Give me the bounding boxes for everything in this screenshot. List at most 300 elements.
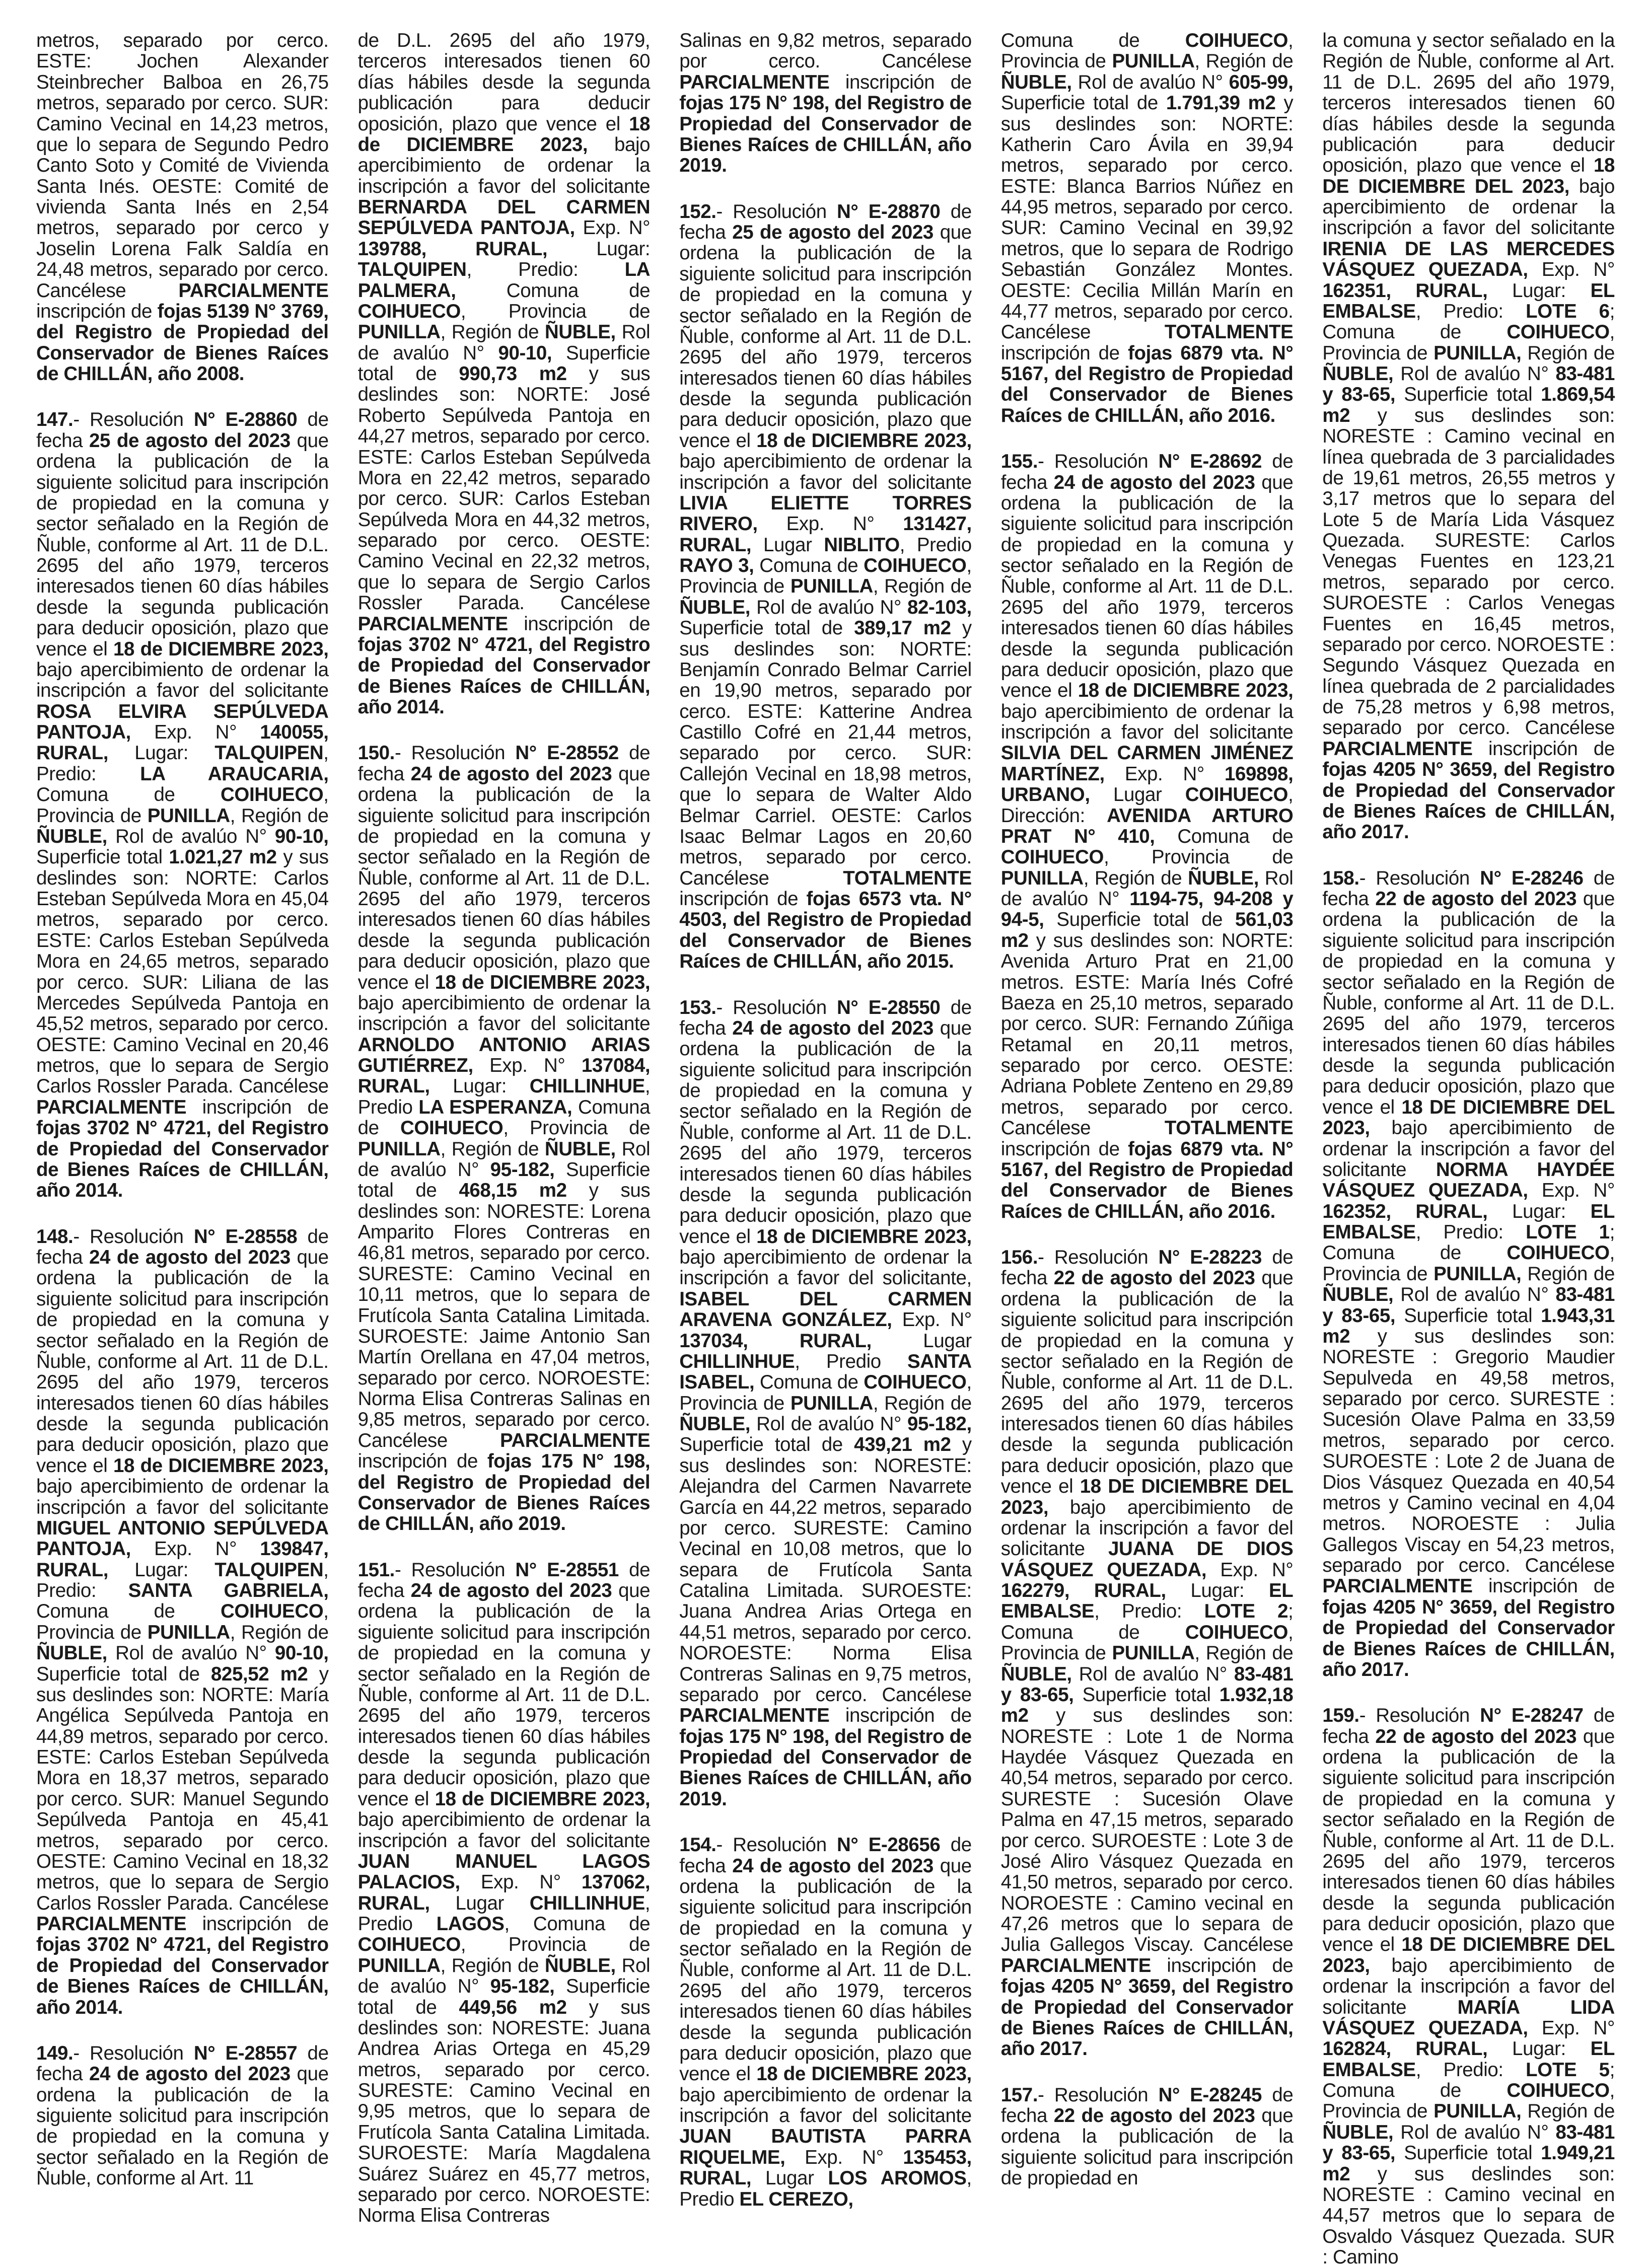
text-run: Superficie total — [1074, 1684, 1219, 1706]
text-run: de fecha — [679, 1834, 972, 1876]
bold-text-run: 22 de agosto del 2023 — [1054, 2105, 1255, 2127]
text-run: que ordena la publicación de la siguiente solicitud para inscripción de propiedad en la comuna y sector señalado en la Región de Ñuble, conforme al Art. 11 de D.L. 2695 del año 1979, terceros interesados tienen 60 días hábiles desde la segunda publicación para deducir oposición, plazo que vence el — [679, 1017, 972, 1248]
text-run: bajo apercibimiento de ordenar la inscripción a favor del solicitante — [358, 134, 651, 197]
bold-text-run: 83-481 y 83-65, — [1001, 1663, 1294, 1706]
bold-text-run: PUNILLA, — [1433, 342, 1521, 364]
bold-text-run: 449,56 m2 — [459, 1997, 566, 2018]
bold-text-run: TOTALMENTE — [843, 867, 972, 889]
bold-text-run: 147. — [36, 409, 73, 430]
text-run: de fecha — [679, 997, 972, 1039]
bold-text-run: 18 DE DICIEMBRE DEL 2023, — [1322, 1934, 1615, 1976]
bold-text-run: 18 de DICIEMBRE 2023, — [756, 1226, 972, 1248]
bold-text-run: PUNILLA — [148, 1622, 230, 1643]
bold-text-run: 162352, RURAL, — [1322, 1201, 1487, 1222]
bold-text-run: ÑUBLE, — [679, 1413, 750, 1435]
text-run: , Región de — [873, 575, 972, 597]
notice-paragraph — [358, 1560, 651, 2226]
bold-text-run: LA ESPERANZA, — [418, 1096, 572, 1118]
bold-text-run: PARCIALMENTE — [500, 1430, 650, 1451]
text-run: y sus deslindes son: NORTE: Katherin Caro Ávila en 39,94 metros, separado por cerco. ESTE: Blanca Barrios Núñez en 44,95 metros, separado por cerco. SUR: Camino Vecinal en 39,92 metros, que lo separa de Rodrigo Sebastián González Montes. OESTE: Cecilia Millán Marín en 44,77 metros, separado por cerco. Cancélese — [1001, 92, 1294, 343]
text-run: Superficie total de — [1044, 909, 1235, 930]
text-run: , Provincia de — [679, 555, 972, 597]
text-run: que ordena la publicación de la siguiente solicitud para inscripción de propiedad en la comuna y sector señalado en la Región de Ñuble, conforme al Art. 11 de D.L. 2695 del año 1979, terceros interesados tienen 60 días hábiles desde la segunda publicación para deducir oposición, plazo que vence el — [358, 763, 651, 993]
bold-text-run: 139788, RURAL, — [358, 238, 548, 260]
bold-text-run: SANTA GABRIELA, — [128, 1580, 329, 1601]
bold-text-run: 90-10, — [275, 1642, 329, 1664]
text-run: - Resolución — [73, 2042, 193, 2064]
text-column-5 — [1322, 30, 1615, 2071]
bold-text-run: 158. — [1322, 867, 1359, 889]
text-run: inscripción de — [1001, 342, 1128, 364]
text-run: Región de — [1521, 1263, 1615, 1285]
bold-text-run: 18 DE DICIEMBRE DEL 2023, — [1001, 1476, 1294, 1518]
bold-text-run: PARCIALMENTE — [178, 280, 328, 302]
bold-text-run: 24 de agosto del 2023 — [1054, 472, 1255, 493]
text-run: y sus deslindes son: NORTE: Benjamín Conrado Belmar Carriel en 19,90 metros, separado por cerco. ESTE: Katterine Andrea Castillo Cofré en 21,44 metros, separado por cerco. SUR: Callejón Vecinal en 18,98 metros, que lo separa de Walter Aldo Belmar Carriel. OESTE: Carlos Isaac Belmar Lagos en 20,60 metros, separado por cerco. Cancélese — [679, 617, 972, 889]
text-run: , Provincia de — [679, 1371, 972, 1414]
text-run: Lugar: — [547, 238, 650, 260]
text-run: Lugar: — [108, 1559, 214, 1581]
bold-text-run: 18 de DICIEMBRE 2023, — [435, 1788, 651, 1810]
text-run: Rol de avalúo N° — [1393, 2121, 1555, 2143]
bold-text-run: N° E-28557 — [194, 2042, 297, 2064]
bold-text-run: TOTALMENTE — [1165, 1117, 1294, 1139]
bold-text-run: JUAN MANUEL LAGOS PALACIOS, — [358, 1851, 651, 1893]
text-run: de fecha — [1001, 2084, 1294, 2127]
text-run: inscripción de — [1151, 1955, 1293, 1977]
bold-text-run: 439,21 m2 — [854, 1434, 951, 1455]
bold-text-run: 159. — [1322, 1705, 1359, 1726]
text-run: Rol de avalúo N° — [1393, 1284, 1555, 1305]
text-run: , Región de — [441, 321, 545, 343]
bold-text-run: RAYO 3, — [679, 555, 754, 576]
text-run: Lugar: — [1487, 2038, 1590, 2060]
bold-text-run: 24 de agosto del 2023 — [732, 1855, 934, 1877]
text-run: y sus deslindes son: NORESTE : Gregorio Maudier Sepulveda en 49,58 metros, separado por cerco. SURESTE : Sucesión Olave Palma en 33,59 metros, separado por cerco. SUROESTE : Lote 2 de Juana de Dios Vásquez Quezada en 40,54 metros y Camino vecinal en 4,04 metros. NOROESTE : Julia Gallegos Viscay en 54,23 metros, separado por cerco. Cancélese — [1322, 1326, 1615, 1576]
bold-text-run: ÑUBLE, — [1322, 1284, 1393, 1305]
bold-text-run: TALQUIPEN — [214, 1559, 323, 1581]
bold-text-run: N° E-28870 — [837, 201, 940, 223]
text-run: bajo apercibimiento de ordenar la inscripción a favor del solicitante — [679, 451, 972, 493]
bold-text-run: 18 de DICIEMBRE 2023, — [113, 638, 329, 660]
bold-text-run: PUNILLA — [358, 1955, 441, 1977]
text-run: Superficie total de — [358, 342, 651, 385]
bold-text-run: 95-182, — [490, 1159, 555, 1181]
bold-text-run: 1194-75, 94-208 y 94-5, — [1001, 888, 1294, 930]
text-run: Superficie total — [1395, 2142, 1541, 2164]
bold-text-run: LOTE 1 — [1526, 1221, 1610, 1243]
text-run: bajo apercibimiento de ordenar la inscripción a favor del solicitante, — [679, 1247, 972, 1289]
bold-text-run: 24 de agosto del 2023 — [89, 1247, 291, 1268]
text-run: - Resolución — [395, 742, 515, 764]
text-run: bajo apercibimiento de ordenar la inscripción a favor del solicitante — [1322, 1117, 1615, 1181]
text-run: , Comuna de — [505, 1913, 651, 1935]
bold-text-run: 25 de agosto del 2023 — [89, 430, 291, 452]
text-run: bajo apercibimiento de ordenar la inscripción a favor del solicitante — [36, 1476, 329, 1518]
text-run: bajo apercibimiento de ordenar la inscripción a favor del solicitante — [358, 1809, 651, 1851]
bold-text-run: 18 DE DICIEMBRE DEL 2023, — [1322, 155, 1615, 197]
bold-text-run: PUNILLA — [1112, 1642, 1194, 1664]
text-run: Exp. N° — [131, 721, 260, 743]
text-run: inscripción de — [829, 71, 971, 93]
text-run: - Resolución — [1038, 2084, 1158, 2106]
bold-text-run: N° E-28550 — [837, 997, 940, 1018]
bold-text-run: 561,03 m2 — [1001, 909, 1294, 951]
text-run: - Resolución — [1038, 1247, 1158, 1268]
bold-text-run: 18 de DICIEMBRE 2023, — [756, 430, 972, 452]
bold-text-run: LA PALMERA, — [358, 259, 651, 301]
text-run: , Provincia de — [461, 1934, 650, 1955]
text-run: Exp. N° — [131, 1538, 260, 1560]
bold-text-run: ÑUBLE, — [679, 597, 750, 618]
text-run: Región de — [1521, 342, 1615, 364]
text-run: , Predio: — [36, 1559, 329, 1601]
text-run: bajo apercibimiento de ordenar la inscripción a favor del solicitante — [1322, 1955, 1615, 2018]
text-run: Comuna de — [754, 1371, 864, 1393]
bold-text-run: ÑUBLE, — [545, 321, 616, 343]
bold-text-run: AVENIDA ARTURO PRAT N° 410, — [1001, 805, 1294, 847]
bold-text-run: N° E-28552 — [515, 742, 618, 764]
bold-text-run: N° E-28246 — [1480, 867, 1583, 889]
text-run: , Provincia de — [1001, 1622, 1294, 1664]
bold-text-run: fojas 6879 vta. N° 5167, del Registro de Propiedad del Conservador de Bienes Raíces de CHILLÁN, año 2016. — [1001, 1138, 1294, 1222]
text-run: Exp. N° — [1105, 763, 1225, 785]
text-run: , Predio: — [1416, 301, 1526, 322]
bold-text-run: 137062, RURAL, — [358, 1871, 651, 1914]
text-run: , Provincia de — [36, 784, 329, 826]
text-run: , Región de — [441, 1955, 545, 1977]
text-run: Superficie total — [1395, 384, 1541, 405]
notice-paragraph — [1001, 451, 1294, 1222]
bold-text-run: N° E-28551 — [515, 1559, 618, 1581]
text-run: que ordena la publicación de la siguiente solicitud para inscripción de propiedad en la comuna y sector señalado en la Región de Ñuble, conforme al Art. 11 de D.L. 2695 del año 1979, terceros interesados tienen 60 días hábiles desde la segunda publicación para deducir oposición, plazo que vence el — [36, 430, 329, 660]
text-run: Rol de avalúo N° — [1393, 363, 1555, 385]
text-run: Rol de avalúo N° — [358, 1138, 651, 1181]
text-run: , Predio — [358, 1892, 651, 1935]
text-run: y sus deslindes son: NORESTE : Lote 1 de Norma Haydée Vásquez Quezada en 40,54 metros, separado por cerco. SURESTE : Sucesión Olave Palma en 47,15 metros, separado por cerco. SUROESTE : Lote 3 de José Aliro Vásquez Quezada en 41,50 metros, separado por cerco. NOROESTE : Camino vecinal en 47,26 metros que lo separa de Julia Gallegos Viscay. Cancélese — [1001, 1705, 1294, 1955]
bold-text-run: COIHUECO — [221, 784, 323, 806]
text-run: Lugar — [1090, 784, 1185, 806]
notice-paragraph — [36, 2043, 329, 2189]
text-run: que ordena la publicación de la siguiente solicitud para inscripción de propiedad en la comuna y sector señalado en la Región de Ñuble, conforme al Art. 11 de D.L. 2695 del año 1979, terceros interesados tienen 60 días hábiles desde la segunda publicación para deducir oposición, plazo que vence el — [679, 222, 972, 452]
text-run: bajo apercibimiento de ordenar la inscripción a favor del solicitante — [358, 992, 651, 1035]
text-run: Lugar — [751, 2167, 828, 2189]
text-run: metros, separado por cerco. ESTE: Jochen Alexander Steinbrecher Balboa en 26,75 metros, separado por cerco. SUR: Camino Vecinal en 14,23 metros, que lo separa de Segundo Pedro Canto Soto y Comité de Vivienda Santa Inés. OESTE: Comité de vivienda Santa Inés en 2,54 metros, separado por cerco y Joselin Lorena Falk Saldía en 24,48 metros, separado por cerco. Cancélese — [36, 30, 329, 302]
text-run: que ordena la publicación de la siguiente solicitud para inscripción de propiedad en la comuna y sector señalado en la Región de Ñuble, conforme al Art. 11 de D.L. 2695 del año 1979, terceros interesados tienen 60 días hábiles desde la segunda publicación para deducir oposición, plazo que vence el — [1001, 472, 1294, 702]
text-run: - Resolución — [73, 409, 193, 430]
text-run: de fecha — [1322, 1705, 1615, 1747]
bold-text-run: fojas 175 N° 198, del Registro de Propiedad del Conservador de Bienes Raíces de CHILLÁN, año 2019. — [358, 1450, 651, 1534]
bold-text-run: 149. — [36, 2042, 73, 2064]
text-run: Rol de avalúo N° — [1072, 1663, 1234, 1685]
bold-text-run: SANTA ISABEL, — [679, 1351, 972, 1393]
bold-text-run: 18 de DICIEMBRE 2023, — [756, 2063, 972, 2085]
bold-text-run: fojas 6879 vta. N° 5167, del Registro de Propiedad del Conservador de Bienes Raíces de CHILLÁN, año 2016. — [1001, 342, 1294, 426]
text-run: Rol de avalúo N° — [107, 1642, 275, 1664]
bold-text-run: 162279, RURAL, — [1001, 1580, 1166, 1601]
bold-text-run: ÑUBLE, — [36, 1642, 107, 1664]
text-run: , Región de — [230, 805, 329, 827]
bold-text-run: 22 de agosto del 2023 — [1054, 1267, 1255, 1289]
bold-text-run: 18 DE DICIEMBRE DEL 2023, — [1322, 1096, 1615, 1139]
text-run: , Predio — [900, 534, 972, 556]
text-run: Exp. N° — [785, 2147, 903, 2168]
text-column-3 — [679, 30, 972, 2071]
bold-text-run: ARNOLDO ANTONIO ARIAS GUTIÉRREZ, — [358, 1034, 651, 1076]
bold-text-run: EL CEREZO, — [739, 2188, 853, 2210]
notice-paragraph — [1322, 30, 1615, 843]
bold-text-run: MIGUEL ANTONIO SEPÚLVEDA PANTOJA, — [36, 1517, 329, 1560]
text-run: de fecha — [1001, 451, 1294, 493]
bold-text-run: 825,52 m2 — [211, 1663, 308, 1685]
text-run: - Resolución — [716, 997, 837, 1018]
text-run: de fecha — [1001, 1247, 1294, 1289]
text-run: de fecha — [358, 1559, 651, 1601]
text-run: , Región de — [873, 1393, 972, 1414]
text-run: , Predio: — [1416, 2059, 1526, 2081]
bold-text-run: 153. — [679, 997, 716, 1018]
bold-text-run: N° E-28860 — [194, 409, 297, 430]
bold-text-run: 605-99, — [1229, 71, 1294, 93]
text-run: Rol de avalúo N° — [107, 826, 275, 847]
text-run: - Resolución — [716, 201, 837, 223]
bold-text-run: PUNILLA — [791, 1393, 873, 1414]
text-run: , Provincia de — [461, 301, 650, 322]
text-run: Rol de avalúo N° — [750, 1413, 907, 1435]
bold-text-run: 83-481 y 83-65, — [1322, 1284, 1615, 1326]
bold-text-run: TALQUIPEN — [214, 742, 323, 764]
bold-text-run: 135453, RURAL, — [679, 2147, 972, 2189]
bold-text-run: 1.791,39 m2 — [1166, 92, 1276, 114]
text-run: y sus deslindes son: NORESTE: Lorena Amparito Flores Contreras en 46,81 metros, separado por cerco. SURESTE: Camino Vecinal en 10,11 metros, que lo separa de Frutícola Santa Catalina Limitada. SUROESTE: Jaime Antonio San Martín Orellana en 47,04 metros, separado por cerco. NOROESTE: Norma Elisa Contreras Salinas en 9,85 metros, separado por cerco. Cancélese — [358, 1180, 651, 1451]
text-run: la comuna y sector señalado en la Región de Ñuble, conforme al Art. 11 de D.L. 2695 del año 1979, terceros interesados tienen 60 días hábiles desde la segunda publicación para deducir oposición, plazo que vence el — [1322, 30, 1615, 176]
bold-text-run: 152. — [679, 201, 716, 223]
text-run: y sus deslindes son: NORTE: Avenida Arturo Prat en 21,00 metros. ESTE: María Inés Cofré Baeza en 25,10 metros, separado por cerco. SUR: Fernando Zúñiga Retamal en 20,11 metros, separado por cerco. OESTE: Adriana Poblete Zenteno en 29,89 metros, separado por cerco. Cancélese — [1001, 930, 1294, 1139]
text-run: y sus deslindes son: NORTE: José Roberto Sepúlveda Pantoja en 44,27 metros, separado por cerco. ESTE: Carlos Esteban Sepúlveda Mora en 22,42 metros, separado por cerco. SUR: Carlos Esteban Sepúlveda Mora en 44,32 metros, separado por cerco. OESTE: Camino Vecinal en 22,32 metros, que lo separa de Sergio Carlos Rossler Parada. Cancélese — [358, 363, 651, 614]
bold-text-run: PARCIALMENTE — [36, 1096, 186, 1118]
text-run: Exp. N° — [1528, 1180, 1615, 1201]
bold-text-run: fojas 4205 N° 3659, del Registro de Propiedad del Conservador de Bienes Raíces de CHILLÁN, año 2017. — [1001, 1976, 1294, 2060]
text-run: bajo apercibimiento de ordenar la inscripción a favor del solicitante — [1001, 701, 1294, 743]
bold-text-run: 1.943,31 m2 — [1322, 1305, 1615, 1347]
bold-text-run: 82-103, — [907, 597, 972, 618]
text-run: Rol de avalúo N° — [358, 321, 651, 363]
bold-text-run: 22 de agosto del 2023 — [1375, 1726, 1576, 1747]
text-run: que ordena la publicación de la siguiente solicitud para inscripción de propiedad en la comuna y sector señalado en la Región de Ñuble, conforme al Art. 11 de D.L. 2695 del año 1979, terceros interesados tienen 60 días hábiles desde la segunda publicación para deducir oposición, plazo que vence el — [1001, 1267, 1294, 1497]
text-run: y sus deslindes son: NORESTE: Juana Andrea Arias Ortega en 45,29 metros, separado por cerco. SURESTE: Camino Vecinal en 9,95 metros, que lo separa de Frutícola Santa Catalina Limitada. SUROESTE: María Magdalena Suárez Suárez en 45,77 metros, separado por cerco. NOROESTE: Norma Elisa Contreras — [358, 1997, 651, 2227]
text-run: Exp. N° — [892, 1309, 972, 1331]
text-run: Lugar — [872, 1330, 972, 1352]
bold-text-run: CHILLINHUE — [679, 1351, 795, 1372]
text-run: Rol de avalúo N° — [1001, 867, 1294, 910]
bold-text-run: TOTALMENTE — [1165, 321, 1294, 343]
text-run: Lugar: — [430, 1075, 530, 1097]
bold-text-run: 1.869,54 m2 — [1322, 384, 1615, 426]
bold-text-run: ÑUBLE, — [1001, 71, 1072, 93]
bold-text-run: fojas 5139 N° 3769, del Registro de Propiedad del Conservador de Bienes Raíces de CHILLÁN, año 2008. — [36, 301, 329, 385]
bold-text-run: EL EMBALSE — [1322, 2038, 1615, 2080]
text-run: inscripción de — [36, 301, 157, 322]
bold-text-run: LOTE 2 — [1204, 1600, 1288, 1622]
text-run: y sus deslindes son: NORESTE: Alejandra del Carmen Navarrete García en 44,22 metros, separado por cerco. SURESTE: Camino Vecinal en 10,08 metros, que lo separa de Frutícola Santa Catalina Limitada. SUROESTE: Juana Andrea Arias Ortega en 44,51 metros, separado por cerco. NOROESTE: Norma Elisa Contreras Salinas en 9,75 metros, separado por cerco. Cancélese — [679, 1434, 972, 1706]
text-run: Superficie total — [1395, 1305, 1541, 1327]
text-run: ; Comuna de — [1322, 1221, 1615, 1264]
text-run: , Región de — [1195, 50, 1294, 72]
bold-text-run: PARCIALMENTE — [1001, 1955, 1151, 1977]
text-run: inscripción de — [679, 888, 806, 910]
text-run: Exp. N° — [575, 217, 650, 239]
text-run: Superficie total — [36, 846, 169, 868]
bold-text-run: ÑUBLE, — [1322, 2121, 1393, 2143]
text-run: de D.L. 2695 del año 1979, terceros interesados tienen 60 días hábiles desde la segunda publicación para deducir oposición, plazo que vence el — [358, 30, 651, 135]
bold-text-run: fojas 3702 N° 4721, del Registro de Propiedad del Conservador de Bienes Raíces de CHILLÁN, año 2014. — [358, 634, 651, 718]
bold-text-run: NORMA HAYDÉE VÁSQUEZ QUEZADA, — [1322, 1159, 1615, 1201]
bold-text-run: ROSA ELVIRA SEPÚLVEDA PANTOJA, — [36, 701, 329, 743]
bold-text-run: PUNILLA — [358, 1138, 441, 1160]
bold-text-run: PARCIALMENTE — [1322, 1575, 1472, 1597]
bold-text-run: JUANA DE DIOS VÁSQUEZ QUEZADA, — [1001, 1538, 1294, 1580]
notice-paragraph — [679, 201, 972, 972]
bold-text-run: LIVIA ELIETTE TORRES RIVERO, — [679, 492, 972, 535]
bold-text-run: fojas 4205 N° 3659, del Registro de Propiedad del Conservador de Bienes Raíces de CHILLÁN, año 2017. — [1322, 1596, 1615, 1680]
text-run: , Provincia de — [36, 1600, 329, 1643]
text-run: , Provincia de — [1322, 2080, 1615, 2122]
text-run: inscripción de — [186, 1096, 328, 1118]
bold-text-run: COIHUECO — [358, 301, 461, 322]
text-run: y sus deslindes son: NORESTE : Camino vecinal en línea quebrada de 3 parcialidades de 19,61 metros, 26,55 metros y 3,17 metros que lo separa del Lote 5 de María Lida Vásquez Quezada. SURESTE: Carlos Venegas Fuentes en 123,21 metros, separado por cerco. SUROESTE : Carlos Venegas Fuentes en 16,45 metros, separado por cerco. NOROESTE : Segundo Vásquez Quezada en línea quebrada de 2 parcialidades de 75,28 metros y 6,98 metros, separado por cerco. Cancélese — [1322, 405, 1615, 739]
bold-text-run: 137084, RURAL, — [358, 1055, 651, 1097]
bold-text-run: SILVIA DEL CARMEN JIMÉNEZ MARTÍNEZ, — [1001, 742, 1294, 784]
bold-text-run: 90-10, — [498, 342, 552, 364]
notice-paragraph — [679, 1835, 972, 2210]
bold-text-run: 1.932,18 m2 — [1001, 1684, 1294, 1726]
bold-text-run: 155. — [1001, 451, 1038, 472]
text-run: Lugar — [751, 534, 824, 556]
bold-text-run: 83-481 y 83-65, — [1322, 2121, 1615, 2164]
text-run: que ordena la publicación de la siguiente solicitud para inscripción de propiedad en la comuna y sector señalado en la Región de Ñuble, conforme al Art. 11 de D.L. 2695 del año 1979, terceros interesados tienen 60 días hábiles desde la segunda publicación para deducir oposición, plazo que vence el — [679, 1855, 972, 2085]
text-run: Comuna de — [36, 784, 221, 806]
bold-text-run: 148. — [36, 1226, 73, 1248]
bold-text-run: N° E-28245 — [1159, 2084, 1262, 2106]
bold-text-run: 990,73 m2 — [459, 363, 566, 385]
text-run: Comuna de — [358, 1096, 651, 1139]
text-run: - Resolución — [1038, 451, 1158, 472]
bold-text-run: ÑUBLE, — [545, 1955, 616, 1977]
text-run: bajo apercibimiento de ordenar la inscripción a favor del solicitante — [679, 2084, 972, 2127]
bold-text-run: EL EMBALSE — [1322, 1201, 1615, 1243]
text-run: , Predio: — [1094, 1600, 1204, 1622]
text-run: , Predio: — [1416, 1221, 1526, 1243]
text-run: - Resolución — [1359, 1705, 1480, 1726]
notice-paragraph — [36, 1226, 329, 2018]
text-run: de fecha — [679, 201, 972, 243]
bold-text-run: COIHUECO — [400, 1117, 503, 1139]
bold-text-run: PARCIALMENTE — [679, 1705, 829, 1726]
text-run: que ordena la publicación de la siguiente solicitud para inscripción de propiedad en la comuna y sector señalado en la Región de Ñuble, conforme al Art. 11 de D.L. 2695 del año 1979, terceros interesados tienen 60 días hábiles desde la segunda publicación para deducir oposición, plazo que vence el — [358, 1580, 651, 1810]
text-run: inscripción de — [1001, 1138, 1128, 1160]
text-run: Comuna de — [754, 555, 864, 576]
text-run: Salinas en 9,82 metros, separado por cerco. Cancélese — [679, 30, 972, 72]
text-run: , Provincia de — [1104, 846, 1293, 868]
bold-text-run: IRENIA DE LAS MERCEDES VÁSQUEZ QUEZADA, — [1322, 238, 1615, 280]
bold-text-run: 169898, URBANO, — [1001, 763, 1294, 806]
bold-text-run: 18 de DICIEMBRE 2023, — [435, 972, 651, 993]
text-run: , Provincia de — [1001, 30, 1294, 72]
bold-text-run: PUNILLA, — [1433, 2100, 1521, 2122]
text-run: Comuna de — [456, 280, 651, 302]
text-run: , Región de — [1195, 1642, 1294, 1664]
bold-text-run: 25 de agosto del 2023 — [732, 222, 934, 243]
text-run: bajo apercibimiento de ordenar la inscripción a favor del solicitante — [36, 659, 329, 701]
bold-text-run: COIHUECO — [1506, 2080, 1609, 2101]
notice-paragraph — [1001, 1247, 1294, 2060]
text-run: Rol de avalúo N° — [358, 1955, 651, 1997]
text-run: inscripción de — [829, 1705, 971, 1726]
notice-paragraph — [1001, 30, 1294, 426]
text-run: que ordena la publicación de la siguiente solicitud para inscripción de propiedad en — [1001, 2105, 1294, 2189]
text-run: Región de — [1521, 2100, 1615, 2122]
text-run: - Resolución — [716, 1834, 837, 1856]
bold-text-run: COIHUECO — [358, 1934, 461, 1955]
bold-text-run: 18 de DICIEMBRE 2023, — [1078, 680, 1294, 701]
bold-text-run: 24 de agosto del 2023 — [732, 1017, 934, 1039]
bold-text-run: 24 de agosto del 2023 — [89, 2063, 291, 2085]
bold-text-run: 83-481 y 83-65, — [1322, 363, 1615, 405]
bold-text-run: 162824, RURAL, — [1322, 2038, 1487, 2060]
text-run: , Provincia de — [503, 1117, 650, 1139]
bold-text-run: ÑUBLE, — [545, 1138, 616, 1160]
bold-text-run: 1.949,21 m2 — [1322, 2142, 1615, 2184]
bold-text-run: 151. — [358, 1559, 395, 1581]
bold-text-run: PUNILLA — [358, 321, 441, 343]
text-run: Comuna de — [36, 1600, 221, 1622]
text-run: de fecha — [36, 409, 329, 451]
bold-text-run: fojas 3702 N° 4721, del Registro de Propiedad del Conservador de Bienes Raíces de CHILLÁN, año 2014. — [36, 1117, 329, 1201]
text-run: , Dirección: — [1001, 784, 1294, 826]
text-run: ; Comuna de — [1322, 301, 1615, 343]
text-run: Comuna de — [1001, 30, 1185, 51]
bold-text-run: LOS AROMOS — [828, 2167, 966, 2189]
bold-text-run: CHILLINHUE — [530, 1075, 645, 1097]
bold-text-run: fojas 175 N° 198, del Registro de Propiedad del Conservador de Bienes Raíces de CHILLÁN, año 2019. — [679, 92, 972, 176]
text-run: de fecha — [36, 1226, 329, 1268]
text-run: Lugar: — [1166, 1580, 1269, 1601]
bold-text-run: PARCIALMENTE — [679, 71, 829, 93]
bold-text-run: fojas 175 N° 198, del Registro de Propiedad del Conservador de Bienes Raíces de CHILLÁN, año 2019. — [679, 1726, 972, 1810]
bold-text-run: PARCIALMENTE — [358, 613, 508, 635]
text-run: , Predio: — [467, 259, 625, 280]
bold-text-run: COIHUECO — [1185, 784, 1288, 806]
bold-text-run: 1.021,27 m2 — [169, 846, 276, 868]
bold-text-run: PARCIALMENTE — [36, 1913, 186, 1935]
bold-text-run: PUNILLA — [148, 805, 230, 827]
text-column-2 — [358, 30, 651, 2071]
text-run: que ordena la publicación de la siguiente solicitud para inscripción de propiedad en la comuna y sector señalado en la Región de Ñuble, conforme al Art. 11 — [36, 2063, 329, 2189]
text-run: Lugar: — [108, 742, 214, 764]
text-run: - Resolución — [73, 1226, 193, 1248]
text-run: de fecha — [358, 742, 651, 784]
text-run: , Predio: — [36, 742, 329, 784]
text-run: Superficie total de — [36, 1663, 211, 1685]
bold-text-run: JUAN BAUTISTA PARRA RIQUELME, — [679, 2126, 972, 2168]
text-run: que ordena la publicación de la siguiente solicitud para inscripción de propiedad en la comuna y sector señalado en la Región de Ñuble, conforme al Art. 11 de D.L. 2695 del año 1979, terceros interesados tienen 60 días hábiles desde la segunda publicación para deducir oposición, plazo que vence el — [1322, 1726, 1615, 1956]
text-run: inscripción de — [186, 1913, 328, 1935]
text-run: Comuna de — [1155, 826, 1294, 847]
bold-text-run: COIHUECO — [864, 555, 966, 576]
bold-text-run: COIHUECO — [1001, 846, 1104, 868]
bold-text-run: fojas 6573 vta. N° 4503, del Registro de Propiedad del Conservador de Bienes Raíces de CHILLÁN, año 2015. — [679, 888, 972, 972]
bold-text-run: 150. — [358, 742, 395, 764]
